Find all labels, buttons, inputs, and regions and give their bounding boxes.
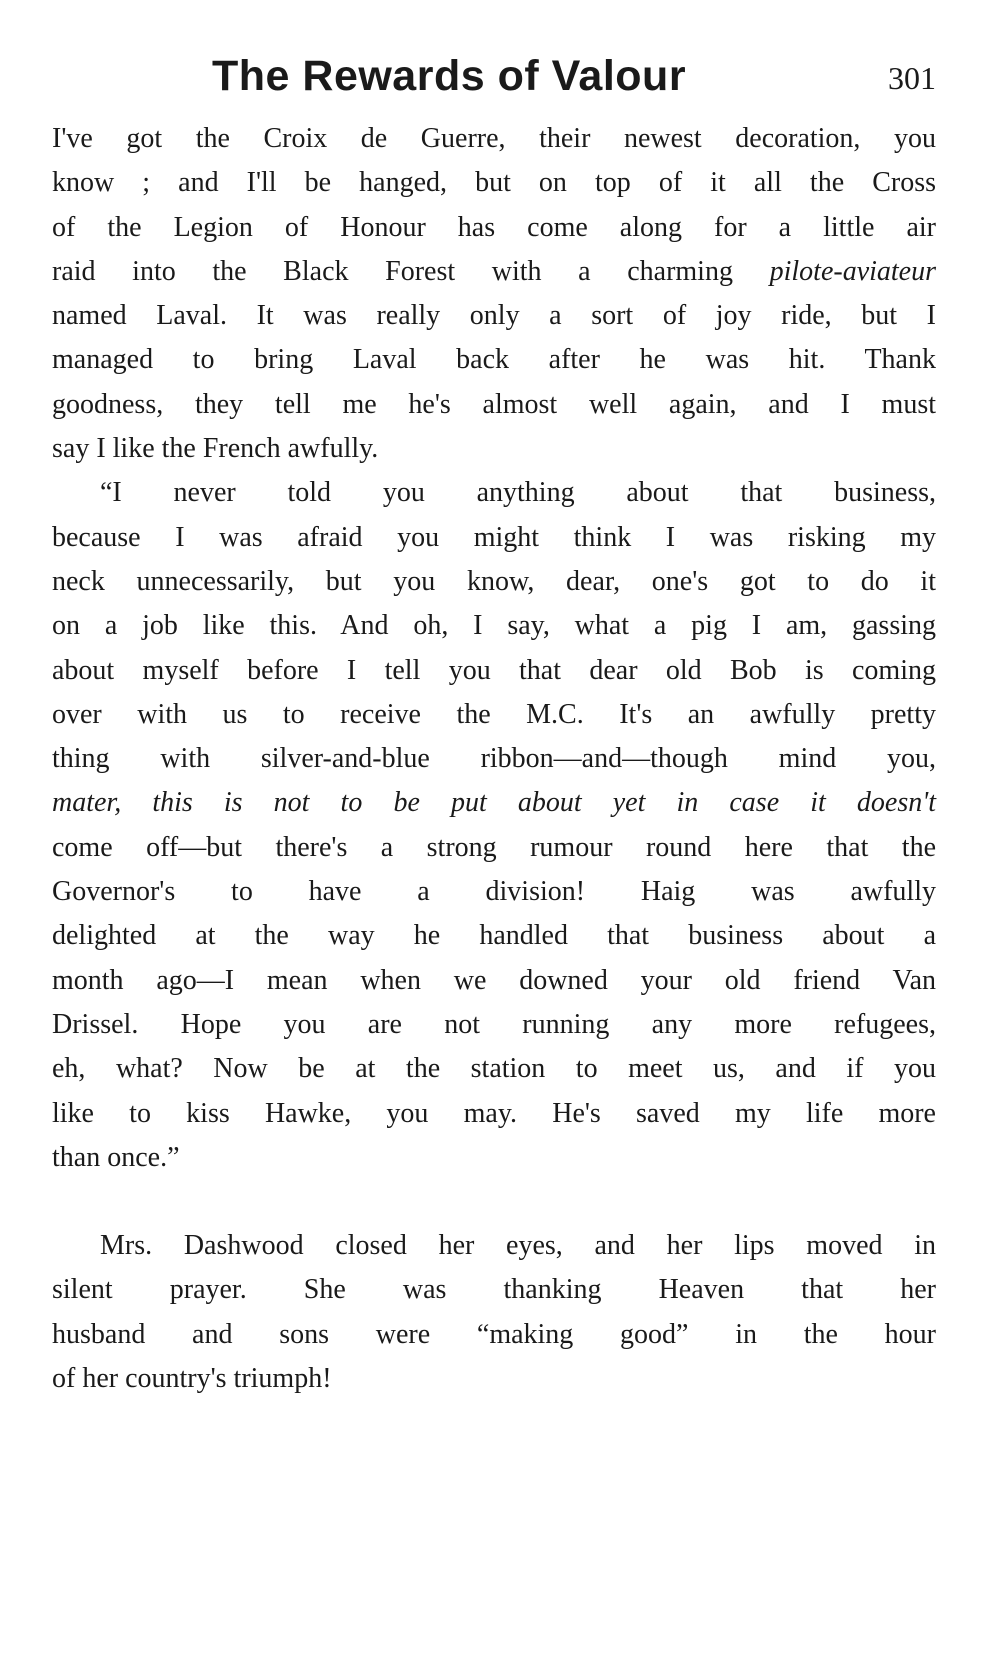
text-line: like to kiss Hawke, you may. He's saved my life more	[52, 1097, 936, 1129]
text-line: thing with silver-and-blue ribbon—and—though mind you,	[52, 743, 936, 775]
text-line: over with us to receive the M.C. It's an awfully pretty	[52, 698, 936, 730]
text-line: “I never told you anything about that business,	[100, 477, 936, 509]
text-line: Governor's to have a division! Haig was awfully	[52, 876, 936, 908]
text-line: silent prayer. She was thanking Heaven that her	[52, 1274, 936, 1306]
text-line: eh, what? Now be at the station to meet us, and if you	[52, 1053, 936, 1085]
text-line: than once.”	[52, 1141, 180, 1173]
paragraph-2	[52, 471, 936, 1180]
text-line: Mrs. Dashwood closed her eyes, and her lips moved in	[100, 1230, 936, 1262]
paragraph-gap	[52, 1180, 936, 1224]
text-line-italic	[52, 781, 936, 825]
text-line: know ; and I'll be hanged, but on top of it all the Cross	[52, 167, 936, 199]
text-line: of her country's triumph!	[52, 1363, 332, 1395]
text-line: husband and sons were “making good” in the hour	[52, 1318, 936, 1350]
text-line: goodness, they tell me he's almost well again, and I must	[52, 388, 936, 420]
text-line: Drissel. Hope you are not running any more refugees,	[52, 1008, 936, 1040]
text-fragment: raid into the Black Forest with a charming	[52, 255, 733, 287]
body-text	[52, 117, 936, 1401]
paragraph-3	[52, 1224, 936, 1401]
text-line: of the Legion of Honour has come along for a little air	[52, 211, 936, 243]
running-title: The Rewards of Valour	[212, 52, 687, 100]
text-line: managed to bring Laval back after he was hit. Thank	[52, 344, 936, 376]
text-line-with-italic	[52, 250, 936, 294]
text-line: because I was afraid you might think I was risking my	[52, 521, 936, 553]
text-line: delighted at the way he handled that business about a	[52, 920, 936, 952]
text-line: named Laval. It was really only a sort of joy ride, but I	[52, 300, 936, 332]
paragraph-1	[52, 117, 936, 471]
text-line: neck unnecessarily, but you know, dear, one's got to do it	[52, 565, 936, 597]
text-line: month ago—I mean when we downed your old friend Van	[52, 964, 936, 996]
text-line: say I like the French awfully.	[52, 433, 379, 465]
page-header	[52, 48, 936, 108]
italic-text: mater, this is not to be put about yet in case it doesn't	[52, 787, 936, 819]
text-line: on a job like this. And oh, I say, what a pig I am, gassing	[52, 610, 936, 642]
text-line: about myself before I tell you that dear old Bob is coming	[52, 654, 936, 686]
text-line: come off—but there's a strong rumour round here that the	[52, 831, 936, 863]
italic-term: pilote-aviateur	[769, 255, 937, 287]
page-number: 301	[888, 60, 936, 96]
text-line: I've got the Croix de Guerre, their newest decoration, you	[52, 123, 936, 154]
